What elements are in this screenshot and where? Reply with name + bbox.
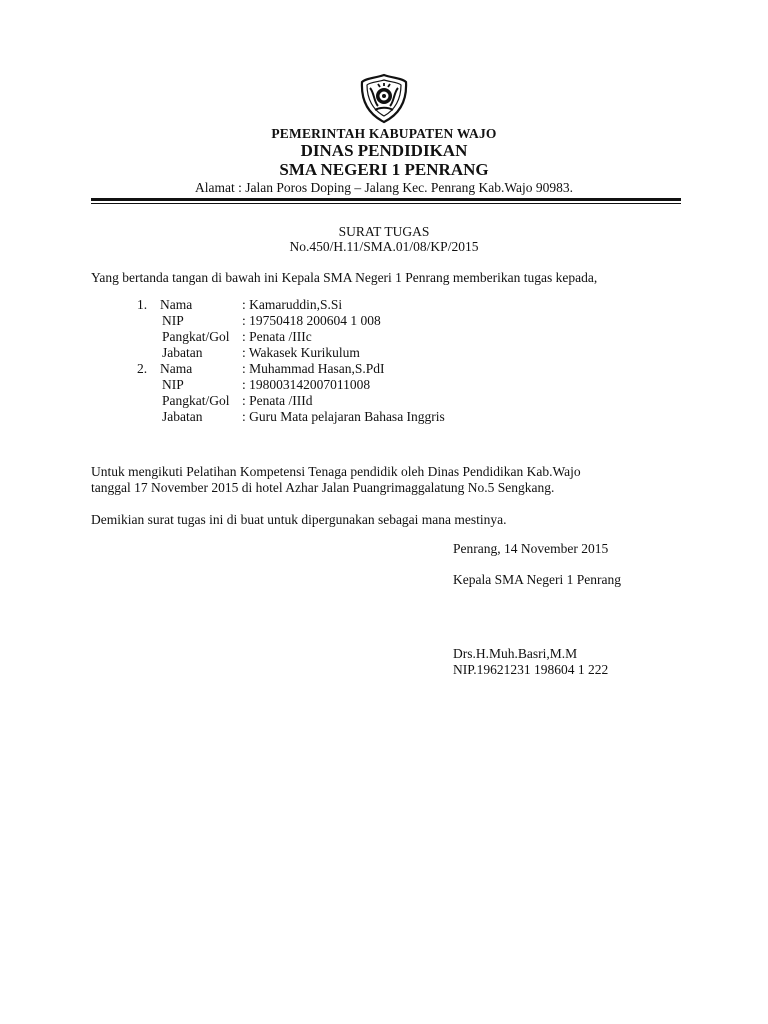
header-divider-thick [91, 198, 681, 201]
assignee-1-position-label: Jabatan [162, 345, 203, 360]
assignee-2-position-label: Jabatan [162, 409, 203, 424]
letter-number: No.450/H.11/SMA.01/08/KP/2015 [289, 239, 479, 254]
assignee-2-name-value: : Muhammad Hasan,S.PdI [242, 361, 385, 376]
signatory-name: Drs.H.Muh.Basri,M.M [453, 646, 578, 661]
regency-emblem-icon [358, 72, 410, 124]
department-heading: DINAS PENDIDIKAN [300, 141, 468, 160]
letter-title: SURAT TUGAS [338, 224, 430, 239]
assignee-1-rank-value: : Penata /IIIc [242, 329, 312, 344]
school-heading: SMA NEGERI 1 PENRANG [279, 160, 489, 179]
assignee-1-name-label: Nama [160, 297, 193, 312]
assignee-2-nip-label: NIP [162, 377, 184, 392]
assignee-2-name-label: Nama [160, 361, 193, 376]
assignee-1-number: 1. [137, 297, 148, 312]
purpose-paragraph-line-1: Untuk mengikuti Pelatihan Kompetensi Tenaga pendidik oleh Dinas Pendidikan Kab.Wajo [91, 464, 581, 479]
closing-paragraph: Demikian surat tugas ini di buat untuk dipergunakan sebagai mana mestinya. [91, 512, 507, 527]
assignee-2-nip-value: : 198003142007011008 [242, 377, 371, 392]
school-address: Alamat : Jalan Poros Doping – Jalang Kec. Penrang Kab.Wajo 90983. [195, 180, 573, 195]
assignee-1-rank-label: Pangkat/Gol [162, 329, 230, 344]
assignee-2-rank-value: : Penata /IIId [242, 393, 313, 408]
assignee-1-nip-value: : 19750418 200604 1 008 [242, 313, 381, 328]
header-divider-thin [91, 203, 681, 204]
signature-position: Kepala SMA Negeri 1 Penrang [453, 572, 621, 587]
assignee-1-name-value: : Kamaruddin,S.Si [242, 297, 343, 312]
purpose-paragraph-line-2: tanggal 17 November 2015 di hotel Azhar Jalan Puangrimaggalatung No.5 Sengkang. [91, 480, 555, 495]
assignee-1-position-value: : Wakasek Kurikulum [242, 345, 360, 360]
assignee-2-rank-label: Pangkat/Gol [162, 393, 230, 408]
assignee-2-position-value: : Guru Mata pelajaran Bahasa Inggris [242, 409, 445, 424]
signature-place-date: Penrang, 14 November 2015 [453, 541, 609, 556]
signatory-nip: NIP.19621231 198604 1 222 [453, 662, 609, 677]
assignee-2-number: 2. [137, 361, 148, 376]
letter-intro: Yang bertanda tangan di bawah ini Kepala SMA Negeri 1 Penrang memberikan tugas kepada, [91, 270, 598, 285]
government-heading: PEMERINTAH KABUPATEN WAJO [271, 126, 497, 141]
assignee-1-nip-label: NIP [162, 313, 184, 328]
